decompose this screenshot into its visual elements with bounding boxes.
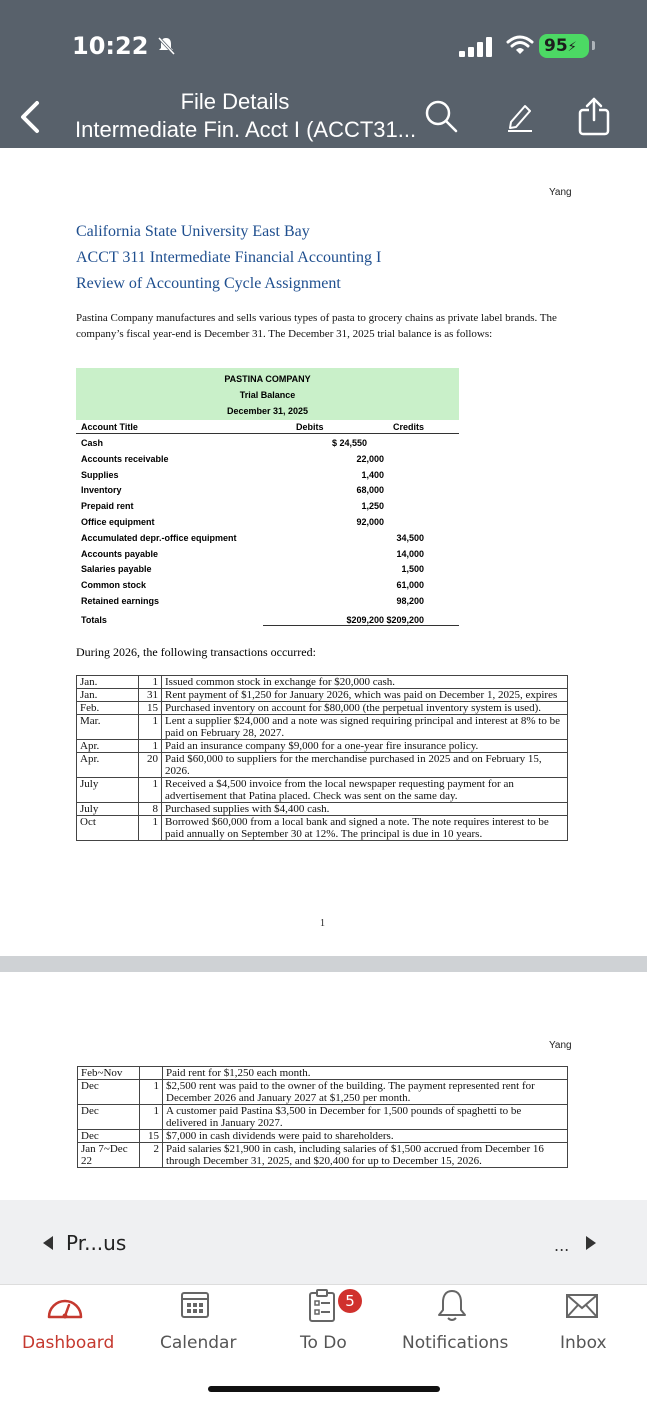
tb-account: Inventory — [81, 485, 122, 496]
annotate-icon[interactable] — [505, 100, 535, 132]
tb-debit: 92,000 — [356, 517, 384, 527]
transaction-month: Apr. — [77, 740, 139, 753]
intro-line-university: California State University East Bay — [76, 223, 310, 240]
tb-row — [76, 438, 459, 454]
transaction-row — [78, 1130, 568, 1143]
transaction-text: Paid salaries $21,900 in cash, including salaries of $1,500 accrued from December 16 through December 31, 2025, and $20,400 for up to December 15, 2026. — [163, 1143, 568, 1168]
tb-account: Cash — [81, 438, 104, 448]
transaction-month: Feb. — [77, 702, 139, 715]
transaction-row — [78, 1105, 568, 1130]
tb-company-name: PASTINA COMPANY — [224, 374, 311, 384]
transaction-day: 1 — [140, 1105, 163, 1130]
share-icon[interactable] — [576, 96, 612, 136]
tb-account: Accumulated depr.-office equipment — [81, 532, 237, 543]
tb-row — [76, 485, 459, 501]
tb-row — [76, 580, 459, 596]
transaction-month: July — [77, 778, 139, 803]
tb-account: Accounts receivable — [81, 453, 169, 464]
tb-total-debit: $209,200 — [263, 615, 385, 626]
transactions-table-continued — [77, 1066, 568, 1168]
transaction-month: Dec — [78, 1105, 140, 1130]
transaction-text: Purchased supplies with $4,400 cash. — [162, 803, 568, 816]
transaction-text: A customer paid Pastina $3,500 in December for 1,500 pounds of spaghetti to be delivered in January 2027. — [163, 1105, 568, 1130]
transaction-day: 1 — [139, 816, 162, 841]
tb-account: Supplies — [81, 469, 119, 480]
transaction-day: 1 — [139, 715, 162, 740]
tb-total-credit: $209,200 — [367, 615, 459, 626]
tb-credit: 98,200 — [396, 596, 424, 606]
app-header — [0, 0, 647, 148]
transaction-day — [140, 1067, 163, 1080]
tb-account: Common stock — [81, 580, 147, 591]
transaction-text: Rent payment of $1,250 for January 2026, which was paid on December 1, 2025, expires — [162, 689, 568, 702]
transaction-text: Paid rent for $1,250 each month. — [163, 1067, 568, 1080]
transaction-month: Mar. — [77, 715, 139, 740]
transaction-day: 20 — [139, 753, 162, 778]
transaction-row — [78, 1143, 568, 1168]
tb-title: Trial Balance — [239, 390, 296, 400]
battery-level: 95 — [544, 36, 568, 56]
tb-totals-label: Totals — [81, 615, 107, 625]
tb-account: Accounts payable — [81, 548, 159, 559]
tab-notifications[interactable]: Notifications — [402, 1333, 509, 1353]
author-mark: Yang — [549, 187, 572, 198]
transaction-row — [78, 1067, 568, 1080]
bell-icon[interactable] — [436, 1288, 468, 1322]
tb-col-credits: Credits — [393, 422, 425, 432]
tb-col-debits: Debits — [296, 422, 324, 432]
transaction-day: 1 — [139, 740, 162, 753]
dashboard-icon[interactable] — [45, 1289, 85, 1323]
transaction-text: $2,500 rent was paid to the owner of the building. The payment represented rent for December 2026 and January 2027 at $1,250 per month. — [163, 1080, 568, 1105]
transaction-day: 1 — [140, 1080, 163, 1105]
transaction-row — [78, 1080, 568, 1105]
transaction-month: Jan. — [77, 676, 139, 689]
tab-dashboard[interactable]: Dashboard — [22, 1333, 115, 1353]
transactions-intro: During 2026, the following transactions occurred: — [76, 645, 316, 659]
transaction-row — [77, 715, 568, 740]
page-title: File Details — [180, 89, 290, 114]
page-number: 1 — [320, 918, 325, 929]
tb-account: Salaries payable — [81, 564, 152, 575]
transaction-day: 1 — [139, 676, 162, 689]
transaction-text: Purchased inventory on account for $80,000 (the perpetual inventory system is used). — [162, 702, 568, 715]
next-file-icon[interactable] — [585, 1236, 597, 1250]
more-icon[interactable]: ... — [554, 1236, 570, 1255]
tb-account: Office equipment — [81, 517, 155, 527]
transaction-text: Received a $4,500 invoice from the local newspaper requesting payment for an advertisement that Patina placed. Check was sent on the same day. — [162, 778, 568, 803]
transaction-text: Borrowed $60,000 from a local bank and signed a note. The note requires interest to be paid annually on September 30 at 12%. The principal is due in 10 years. — [162, 816, 568, 841]
intro-line-course: ACCT 311 Intermediate Financial Accounting I — [76, 249, 382, 266]
transaction-month: Jan 7~Dec 22 — [78, 1143, 140, 1168]
battery-tip — [592, 41, 595, 50]
search-icon[interactable] — [424, 99, 458, 133]
wifi-icon — [506, 34, 534, 56]
tb-debit: 1,400 — [361, 469, 384, 480]
transaction-row — [77, 676, 568, 689]
bell-off-icon — [156, 36, 176, 56]
tab-calendar[interactable]: Calendar — [160, 1333, 237, 1353]
tab-inbox[interactable]: Inbox — [560, 1333, 607, 1353]
transaction-text: Issued common stock in exchange for $20,000 cash. — [162, 676, 568, 689]
tb-row — [76, 564, 459, 580]
tb-debit: 1,250 — [361, 501, 384, 512]
transaction-row — [77, 816, 568, 841]
transaction-day: 2 — [140, 1143, 163, 1168]
previous-file-label[interactable]: Pr...us — [66, 1231, 127, 1255]
transactions-table — [76, 675, 568, 841]
transaction-month: Feb~Nov — [78, 1067, 140, 1080]
todo-badge: 5 — [338, 1289, 362, 1313]
tb-debit: 22,000 — [356, 453, 384, 464]
tb-credit: 34,500 — [396, 532, 424, 543]
transaction-month: Dec — [78, 1130, 140, 1143]
signal-icon — [459, 37, 495, 57]
previous-file-icon[interactable] — [42, 1236, 54, 1250]
page-separator — [0, 956, 647, 972]
tab-todo[interactable]: To Do — [300, 1333, 347, 1353]
transaction-day: 8 — [139, 803, 162, 816]
tb-debit: $ 24,550 — [332, 438, 368, 448]
tb-debit: 68,000 — [356, 485, 384, 496]
status-time: 10:22 — [72, 32, 149, 60]
transaction-row — [77, 740, 568, 753]
transaction-row — [77, 753, 568, 778]
tb-col-account: Account Title — [81, 422, 138, 432]
transaction-day: 1 — [139, 778, 162, 803]
transaction-month: Jan. — [77, 689, 139, 702]
tb-account: Prepaid rent — [81, 501, 134, 512]
tb-date: December 31, 2025 — [226, 406, 309, 416]
transaction-row — [77, 702, 568, 715]
tb-row — [76, 533, 459, 549]
tb-header-rule — [76, 433, 459, 434]
todo-icon[interactable] — [307, 1289, 337, 1323]
tb-row — [76, 596, 459, 612]
tb-account: Retained earnings — [81, 596, 160, 606]
tb-row — [76, 517, 459, 533]
tb-credit: 1,500 — [401, 564, 424, 575]
tb-totals-row — [76, 615, 459, 631]
transaction-row — [77, 778, 568, 803]
tb-credit: 61,000 — [396, 580, 424, 591]
transaction-month: Oct — [77, 816, 139, 841]
company-description: Pastina Company manufactures and sells various types of pasta to grocery chains as private label brands. The company’s fiscal year-end is December 31. The December 31, 2025 trial balance is as follows: — [76, 312, 557, 340]
transaction-day: 15 — [139, 702, 162, 715]
transaction-day: 15 — [140, 1130, 163, 1143]
battery-indicator: 95⚡ — [539, 34, 589, 58]
tb-row — [76, 501, 459, 517]
transaction-row — [77, 803, 568, 816]
tb-credit: 14,000 — [396, 548, 424, 559]
author-mark-page2: Yang — [549, 1040, 572, 1051]
home-indicator — [208, 1386, 440, 1392]
transaction-month: Apr. — [77, 753, 139, 778]
course-subtitle: Intermediate Fin. Acct I (ACCT31... — [75, 117, 417, 142]
tb-row — [76, 470, 459, 486]
transaction-text: Lent a supplier $24,000 and a note was signed requiring principal and interest at 8% to be paid on February 28, 2027. — [162, 715, 568, 740]
transaction-month: July — [77, 803, 139, 816]
transaction-month: Dec — [78, 1080, 140, 1105]
intro-line-assignment: Review of Accounting Cycle Assignment — [76, 275, 341, 292]
mail-icon[interactable] — [565, 1293, 599, 1319]
transaction-text: Paid $60,000 to suppliers for the merchandise purchased in 2025 and on February 15, 2026. — [162, 753, 568, 778]
tb-row — [76, 549, 459, 565]
calendar-icon[interactable] — [180, 1288, 210, 1320]
tb-row — [76, 454, 459, 470]
transaction-row — [77, 689, 568, 702]
transaction-day: 31 — [139, 689, 162, 702]
transaction-text: $7,000 in cash dividends were paid to shareholders. — [163, 1130, 568, 1143]
transaction-text: Paid an insurance company $9,000 for a one-year fire insurance policy. — [162, 740, 568, 753]
